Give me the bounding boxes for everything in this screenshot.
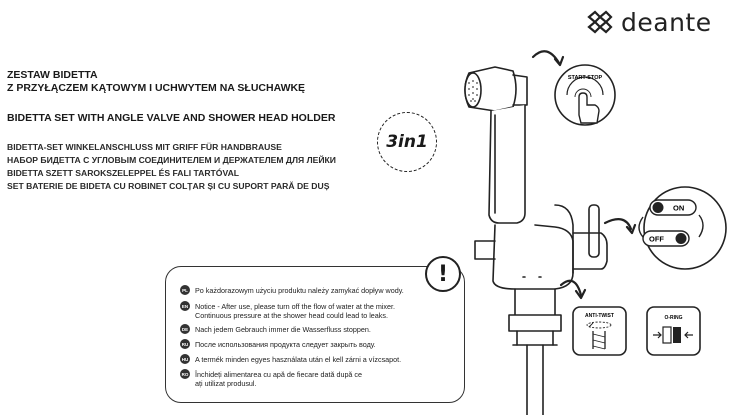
flag-en-icon: EN	[180, 301, 190, 311]
notice-text-en: Notice - After use, please turn off the flow of water at the mixer. Continuous pressure at the shower head could lead to leaks.	[195, 302, 396, 320]
translation-ro: SET BATERIE DE BIDETA CU ROBINET COLȚAR ȘI CU SUPORT PARĂ DE DUȘ	[7, 181, 330, 191]
flag-ro-icon: RO	[180, 369, 190, 379]
translation-hu: BIDETTA SZETT SAROKSZELEPPEL ÉS FALI TARTÓVAL	[7, 168, 240, 178]
notice-item-de	[180, 325, 465, 334]
badge-3in1-label: 3in1	[386, 132, 428, 152]
notice-item-hu	[180, 355, 465, 364]
hose	[527, 345, 543, 415]
anti-twist-label: ANTI-TWIST	[585, 313, 614, 319]
brand-logo	[585, 8, 735, 36]
notice-box	[165, 266, 465, 403]
translation-ru: НАБОР БИДЕТТА С УГЛОВЫМ СОЕДИНИТЕЛЕМ И ДЕРЖАТЕЛЕМ ДЛЯ ЛЕЙКИ	[7, 155, 336, 165]
notice-item-ro	[180, 370, 465, 388]
title-pl-line2: Z PRZYŁĄCZEM KĄTOWYM I UCHWYTEM NA SŁUCHAWKĘ	[7, 82, 306, 94]
bidetta-drawing	[455, 45, 750, 415]
on-label: ON	[673, 203, 685, 213]
off-label: OFF	[649, 234, 664, 244]
notice-text-ro: Închideți alimentarea cu apă de fiecare dată după ce ați utilizat produsul.	[195, 370, 363, 388]
on-off-callout	[639, 187, 726, 269]
brand-name: deante	[621, 7, 712, 37]
arrow-start-stop	[533, 51, 559, 63]
notice-text-pl: Po każdorazowym użyciu produktu należy zamykać dopływ wody.	[195, 286, 404, 295]
start-stop-label: START-STOP	[567, 75, 603, 81]
o-ring-label: O-RING	[664, 315, 683, 321]
badge-3in1	[377, 112, 437, 172]
translation-de: BIDETTA-SET WINKELANSCHLUSS MIT GRIFF FÜR HANDBRAUSE	[7, 142, 282, 152]
shower-head	[465, 67, 527, 223]
flag-ru-icon: RU	[180, 339, 190, 349]
notice-item-en	[180, 302, 465, 320]
flag-pl-icon: PL	[180, 285, 190, 295]
notice-text-hu: A termék minden egyes használata után el kell zárni a vízcsapot.	[195, 355, 402, 364]
title-en: BIDETTA SET WITH ANGLE VALVE AND SHOWER HEAD HOLDER	[7, 112, 336, 124]
notice-item-pl	[180, 286, 465, 295]
start-stop-callout	[555, 65, 615, 125]
notice-text-de: Nach jedem Gebrauch immer die Wasserfluss stoppen.	[195, 325, 371, 334]
title-pl-line1: ZESTAW BIDETTA	[7, 69, 98, 81]
deante-logo-icon	[585, 9, 615, 35]
notice-item-ru	[180, 340, 465, 349]
flag-de-icon: DE	[180, 324, 190, 334]
notice-text-ru: После использования продукта следует закрыть воду.	[195, 340, 376, 349]
exclamation-symbol: !	[437, 261, 449, 287]
flag-hu-icon: HU	[180, 354, 190, 364]
o-ring-box	[647, 307, 700, 355]
anti-twist-box	[573, 307, 626, 355]
